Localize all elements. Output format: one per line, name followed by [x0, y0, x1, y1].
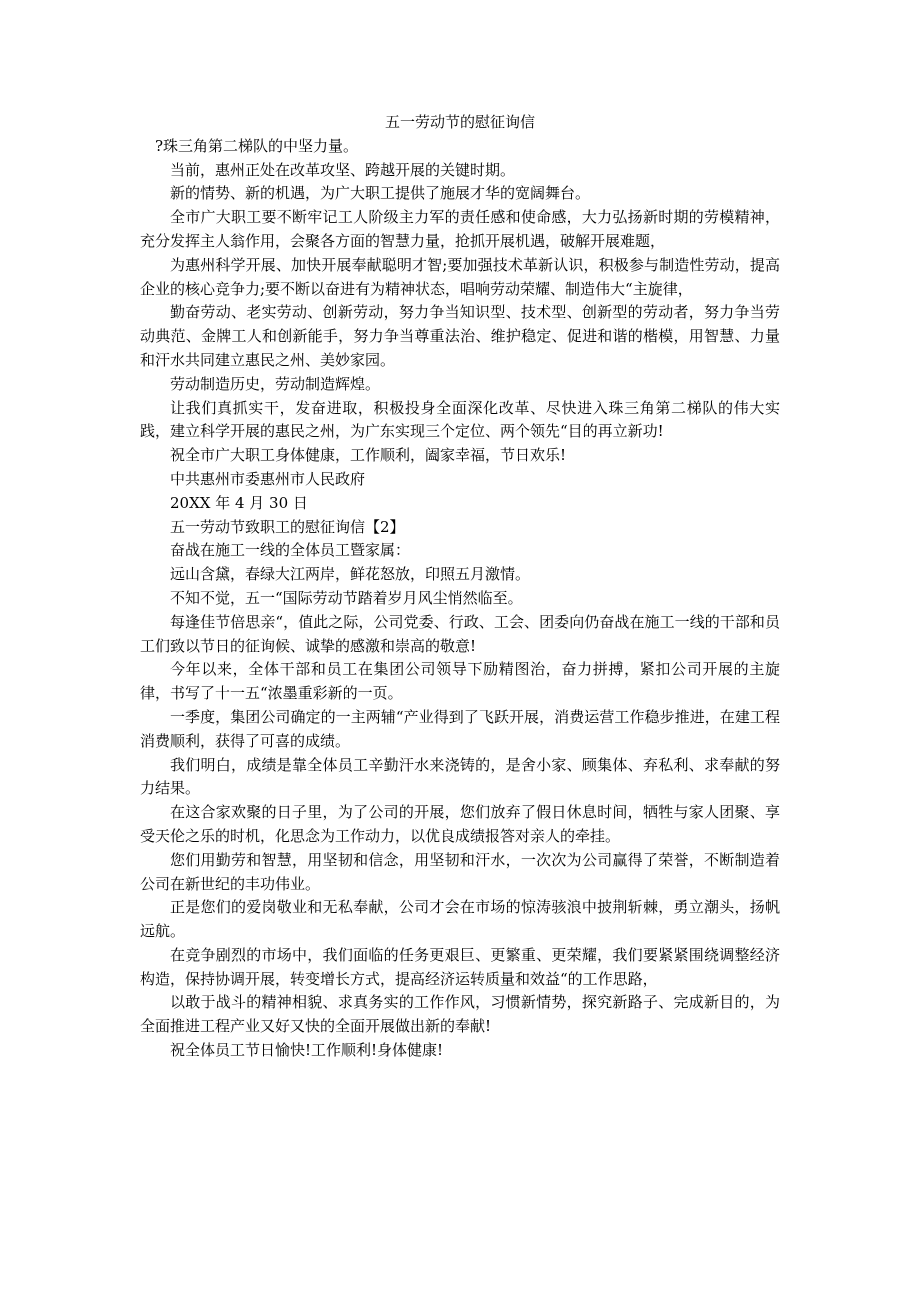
paragraph: 每逢佳节倍思亲“，值此之际，公司党委、行政、工会、团委向仍奋战在施工一线的干部和员工们致以节日的征询候、诚挚的感激和崇高的敬意! [140, 612, 780, 655]
paragraph: 当前，惠州正处在改革攻坚、跨越开展的关键时期。 [170, 160, 516, 179]
paragraph: 全市广大职工要不断牢记工人阶级主力军的责任感和使命感，大力弘扬新时期的劳模精神，充分发挥主人翁作用，会聚各方面的智慧力量，抢抓开展机遇，破解开展难题， [140, 208, 780, 250]
signature-date: 20XX 年 4 月 30 日 [170, 493, 308, 512]
paragraph: 祝全市广大职工身体健康，工作顺利，阖家幸福，节日欢乐! [170, 446, 567, 465]
paragraph: 在这合家欢聚的日子里，为了公司的开展，您们放弃了假日休息时间，牺牲与家人团聚、享受天伦之乐的时机，化思念为工作动力，以优良成绩报答对亲人的牵挂。 [140, 803, 780, 845]
document-title: 五一劳动节的慰征询信 [384, 113, 535, 131]
paragraph: 在竞争剧烈的市场中，我们面临的任务更艰巨、更繁重、更荣耀，我们要紧紧围绕调整经济构造，保持协调开展，转变增长方式，提高经济运转质量和效益“的工作思路， [140, 945, 780, 988]
paragraph: 一季度，集团公司确定的一主两辅“产业得到了飞跃开展，消费运营工作稳步推进，在建工程消费顺利，获得了可喜的成绩。 [140, 707, 780, 750]
paragraph: ?珠三角第二梯队的中坚力量。 [155, 136, 359, 155]
paragraph: 勤奋劳动、老实劳动、创新劳动，努力争当知识型、技术型、创新型的劳动者，努力争当劳动典范、金牌工人和创新能手，努力争当尊重法治、维护稳定、促进和谐的楷模，用智慧、力量和汗水共同建立惠民之州、美妙家园。 [140, 303, 780, 369]
document-page [140, 111, 780, 1063]
paragraph: 我们明白，成绩是靠全体员工辛勤汗水来浇铸的，是舍小家、顾集体、弃私利、求奉献的努力结果。 [140, 755, 780, 798]
second-letter-title: 五一劳动节致职工的慰征询信【2】 [170, 517, 405, 536]
paragraph: 今年以来，全体干部和员工在集团公司领导下励精图治，奋力拼搏，紧扣公司开展的主旋律，书写了十一五“浓墨重彩新的一页。 [140, 660, 780, 703]
closing-wish: 祝全体员工节日愉快!工作顺利!身体健康! [170, 1041, 444, 1060]
paragraph: 新的情势、新的机遇，为广大职工提供了施展才华的宽阔舞台。 [170, 184, 591, 203]
paragraph: 让我们真抓实干，发奋进取，积极投身全面深化改革、尽快进入珠三角第二梯队的伟大实践，建立科学开展的惠民之州，为广东实现三个定位、两个领先“目的再立新功! [140, 398, 780, 441]
salutation: 奋战在施工一线的全体员工暨家属： [170, 541, 411, 560]
paragraph: 您们用勤劳和智慧，用坚韧和信念，用坚韧和汗水，一次次为公司赢得了荣誉，不断制造着公司在新世纪的丰功伟业。 [140, 850, 780, 893]
paragraph: 为惠州科学开展、加快开展奉献聪明才智;要加强技术革新认识，积极参与制造性劳动，提高企业的核心竞争力;要不断以奋进有为精神状态，唱响劳动荣耀、制造伟大“主旋律， [140, 255, 780, 298]
paragraph: 正是您们的爱岗敬业和无私奉献，公司才会在市场的惊涛骇浪中披荆斩棘，勇立潮头，扬帆远航。 [140, 898, 780, 941]
paragraph: 远山含黛，春绿大江两岸，鲜花怒放，印照五月激情。 [170, 565, 531, 584]
signature-org: 中共惠州市委惠州市人民政府 [170, 469, 366, 488]
paragraph: 不知不觉，五一“国际劳动节踏着岁月风尘悄然临至。 [170, 588, 523, 607]
paragraph: 以敢于战斗的精神相貌、求真务实的工作作风，习惯新情势，探究新路子、完成新目的，为全面推进工程产业又好又快的全面开展做出新的奉献! [140, 993, 780, 1036]
paragraph: 劳动制造历史，劳动制造辉煌。 [170, 374, 381, 393]
